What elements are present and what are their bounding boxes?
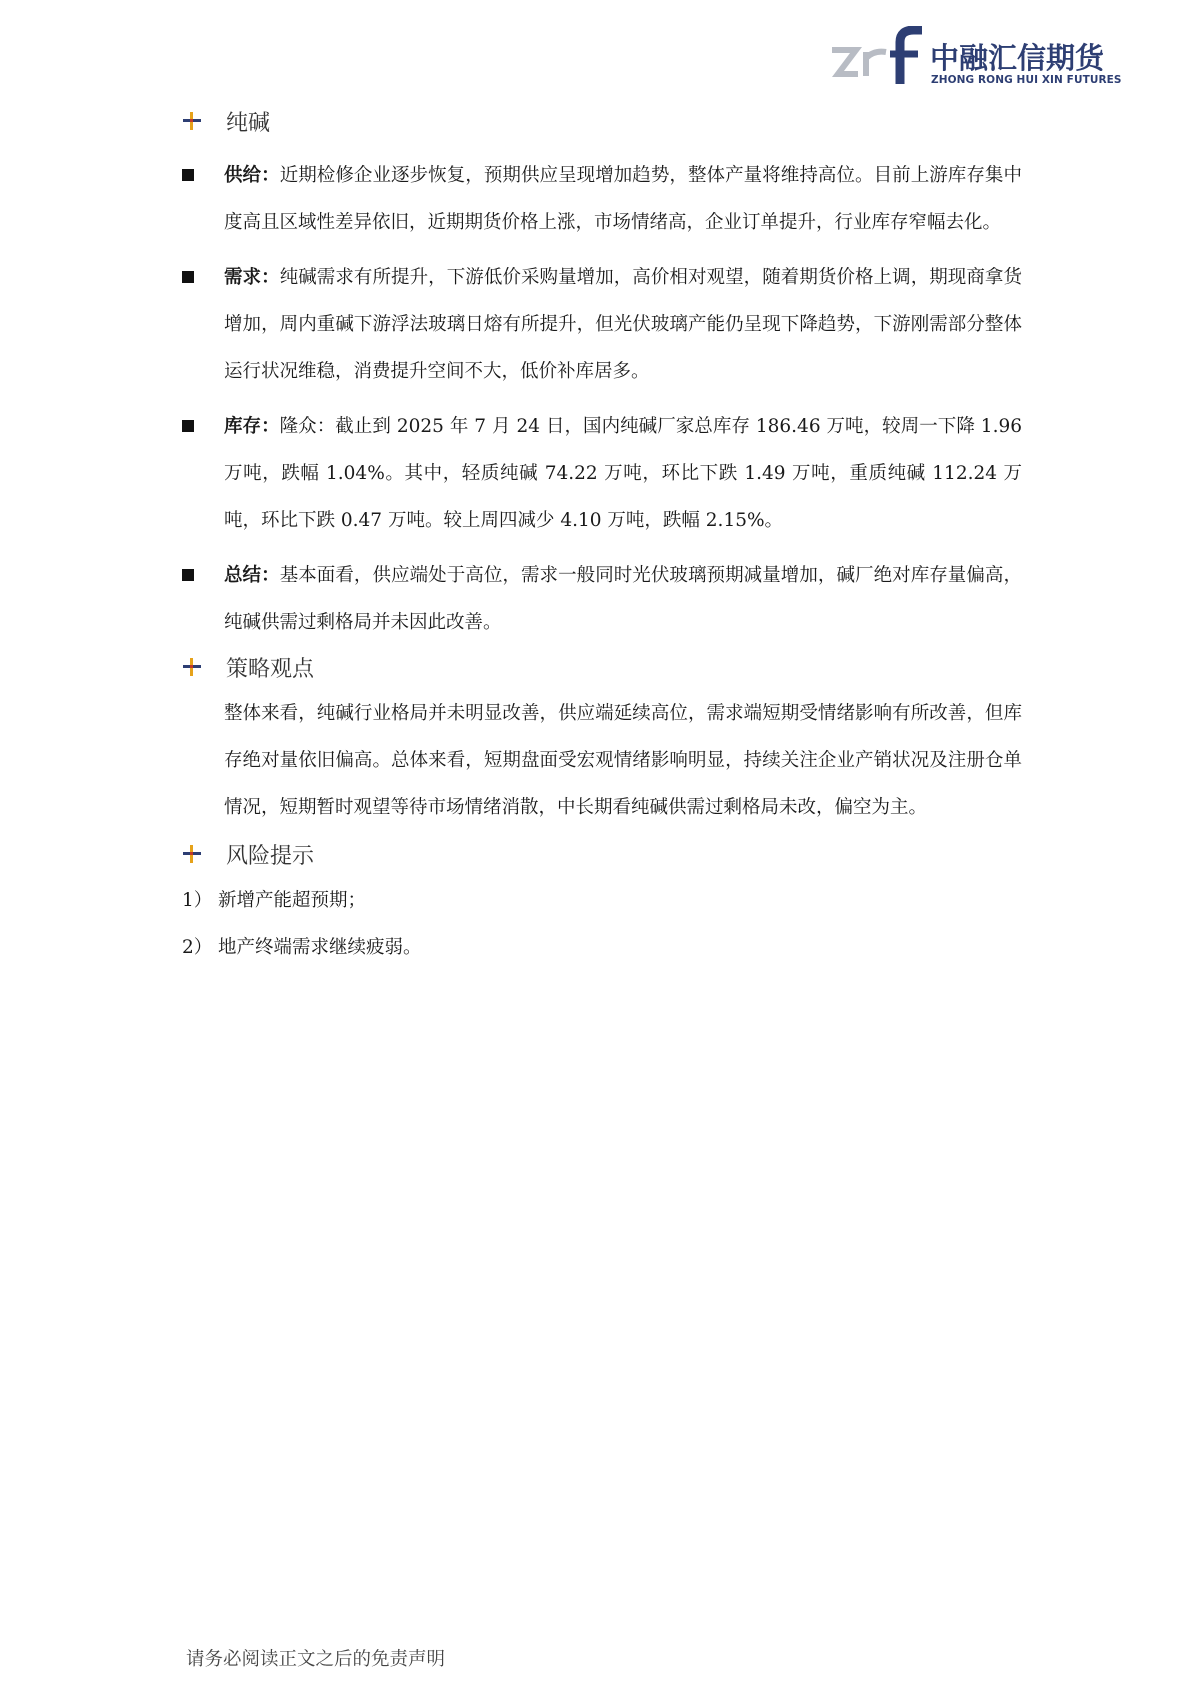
bullet-summary (182, 552, 1022, 646)
strategy-paragraph: 整体来看，纯碱行业格局并未明显改善，供应端延续高位，需求端短期受情绪影响有所改善，但库存绝对量依旧偏高。总体来看，短期盘面受宏观情绪影响明显，持续关注企业产销状况及注册仓单情况，短期暂时观望等待市场情绪消散，中长期看纯碱供需过剩格局未改，偏空为主。 (224, 703, 1022, 818)
risk-item-number: 1） (182, 890, 213, 911)
bullet-text: 纯碱需求有所提升，下游低价采购量增加，高价相对观望，随着期货价格上调，期现商拿货增加，周内重碱下游浮法玻璃日熔有所提升，但光伏玻璃产能仍呈现下降趋势，下游刚需部分整体运行状况维稳，消费提升空间不大，低价补库居多。 (224, 267, 1022, 382)
bullet-label: 供给： (224, 165, 280, 186)
section-heading-soda (182, 100, 1022, 142)
section-heading-risk (182, 833, 1022, 875)
section-heading-strategy (182, 646, 1022, 688)
bullet-label: 总结： (224, 565, 280, 586)
bullet-square-icon (182, 271, 194, 283)
risk-item (182, 877, 1022, 924)
logo-chinese-name: 中融汇信期货 (930, 41, 1105, 75)
section-title: 策略观点 (226, 656, 315, 682)
bullet-text: 隆众：截止到 2025 年 7 月 24 日，国内纯碱厂家总库存 186.46 万吨，较周一下降 1.96 万吨，跌幅 1.04%。其中，轻质纯碱 74.22 万吨，环比下跌 1.49 万吨，重质纯碱 112.24 万吨，环比下跌 0.47 万吨。较上周四减少 4.10 万吨，跌幅 2.15%。 (224, 416, 1022, 531)
section-marker-icon (182, 844, 202, 864)
footer-disclaimer: 请务必阅读正文之后的免责声明 (186, 1649, 446, 1670)
bullet-demand (182, 254, 1022, 395)
bullet-square-icon (182, 169, 194, 181)
section-title: 纯碱 (226, 110, 271, 136)
bullet-inventory (182, 403, 1022, 544)
risk-item (182, 924, 1022, 971)
bullet-label: 需求： (224, 267, 280, 288)
risk-item-text: 地产终端需求继续疲弱。 (218, 937, 422, 958)
section-marker-icon (182, 657, 202, 677)
logo-english-name: ZHONG RONG HUI XIN FUTURES (931, 74, 1122, 86)
bullet-label: 库存： (224, 416, 280, 437)
bullet-square-icon (182, 569, 194, 581)
section-marker-icon (182, 111, 202, 131)
risk-item-number: 2） (182, 937, 213, 958)
section-title: 风险提示 (226, 843, 315, 869)
document-body (182, 100, 1022, 971)
bullet-supply (182, 152, 1022, 246)
bullet-text: 近期检修企业逐步恢复，预期供应呈现增加趋势，整体产量将维持高位。目前上游库存集中度高且区域性差异依旧，近期期货价格上涨，市场情绪高，企业订单提升，行业库存窄幅去化。 (224, 165, 1022, 233)
zrf-logo-mark-icon (830, 26, 934, 88)
risk-item-text: 新增产能超预期； (218, 890, 367, 911)
bullet-text: 基本面看，供应端处于高位，需求一般同时光伏玻璃预期减量增加，碱厂绝对库存量偏高，纯碱供需过剩格局并未因此改善。 (224, 565, 1022, 633)
company-logo (830, 26, 1122, 88)
bullet-square-icon (182, 420, 194, 432)
